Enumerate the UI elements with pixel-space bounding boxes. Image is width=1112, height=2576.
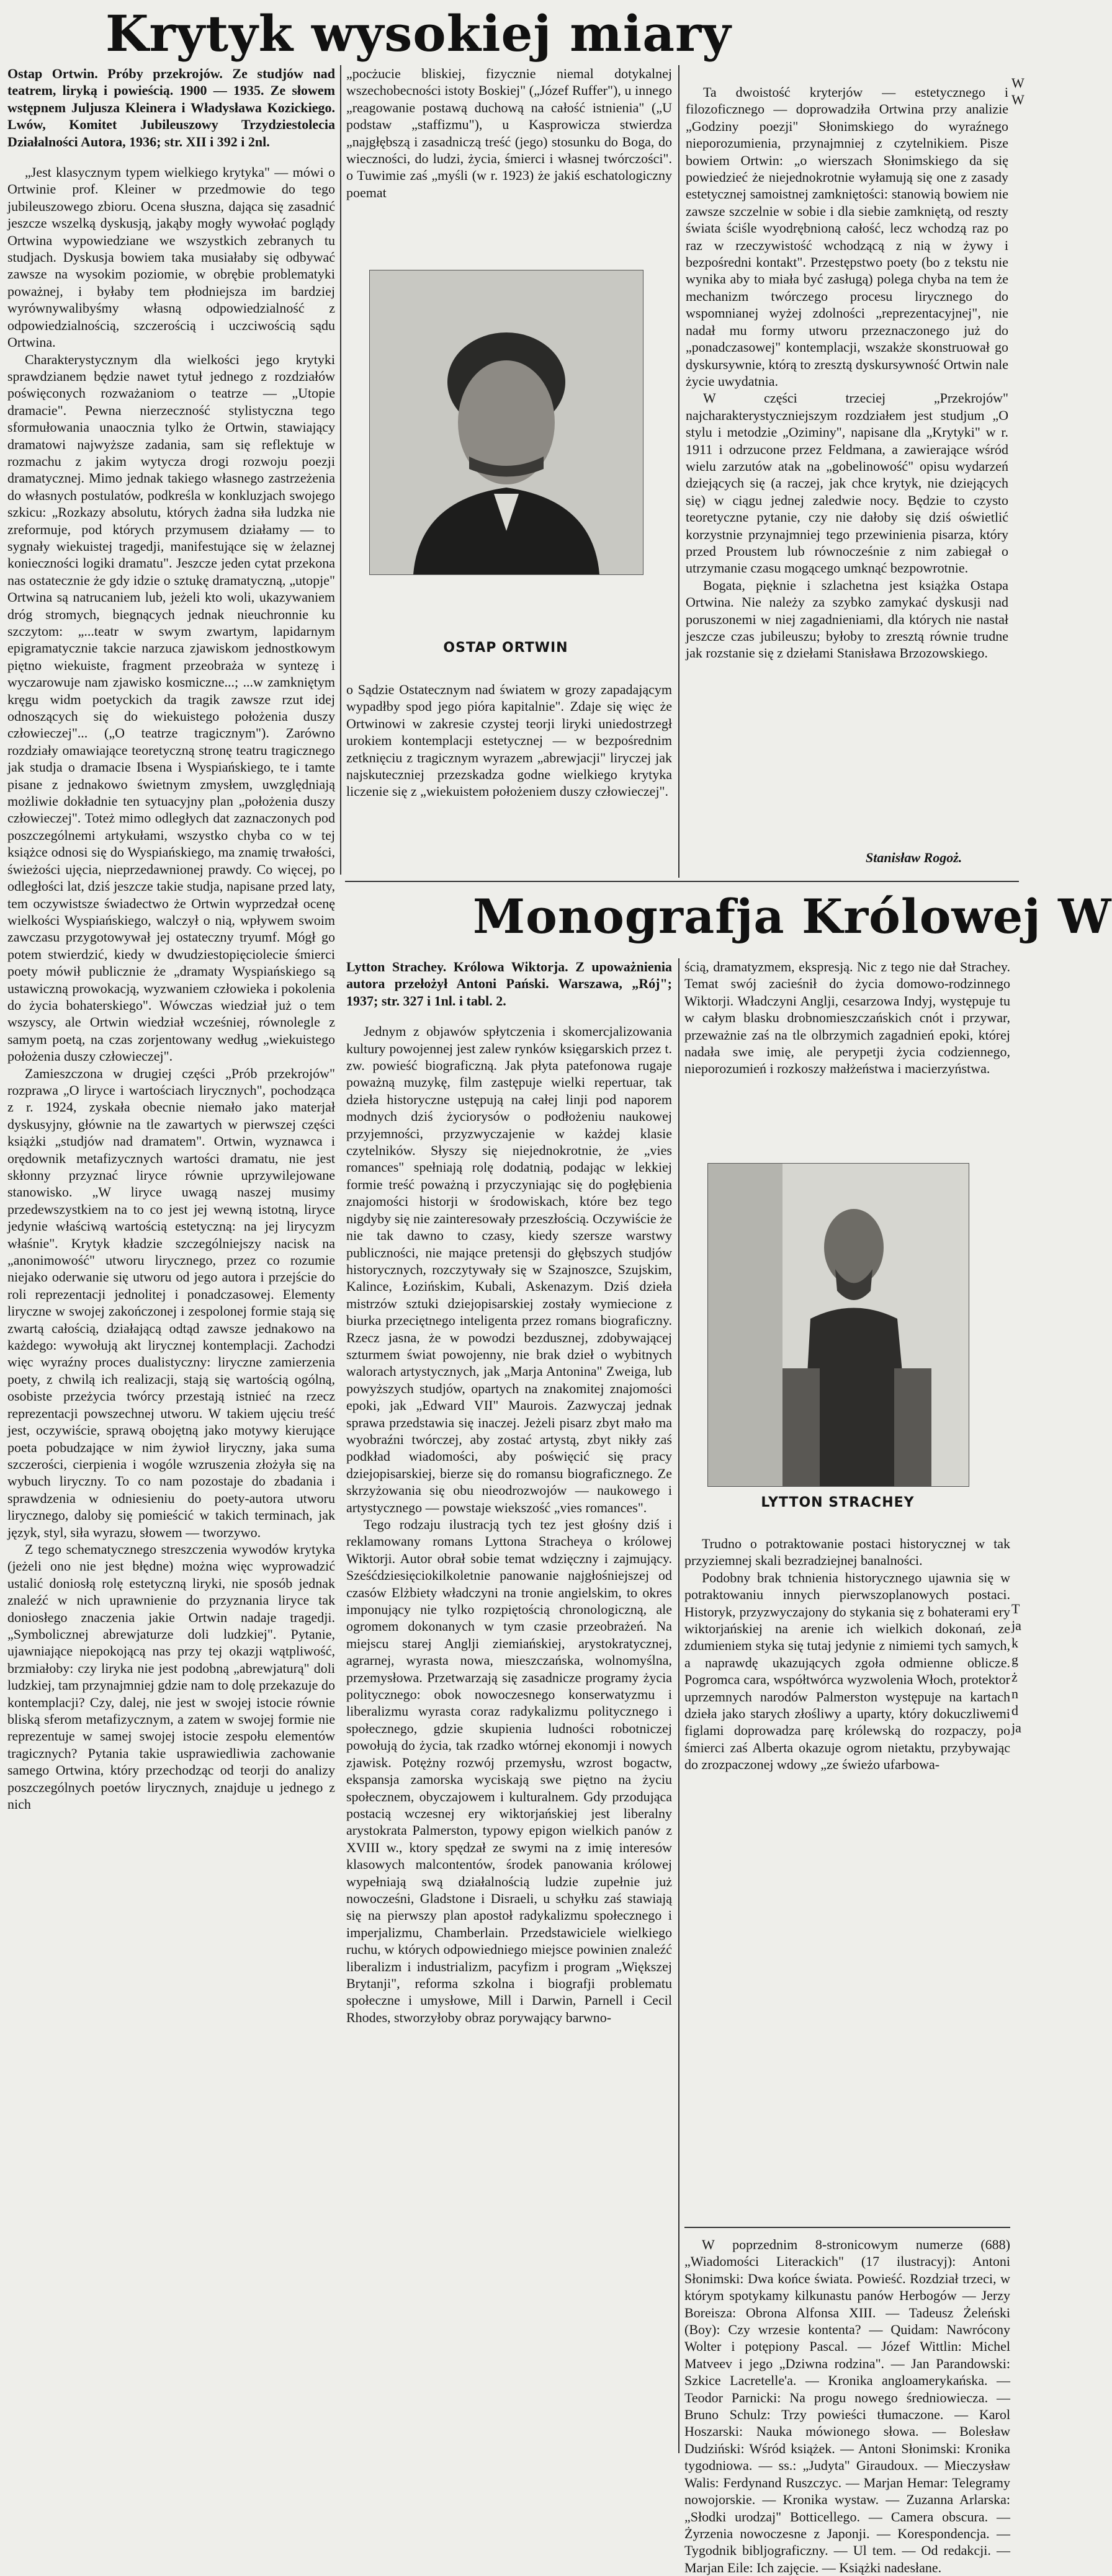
- paragraph: Ta dwoistość kryterjów — estetycznego i filozoficznego — doprowadziła Ortwina przy analizie „Godziny poezji" Słonimskiego do wyraźnego nieporozumienia, przynajmniej z czytelnikiem. Pisze bowiem Ortwin: „o wierszach Słonimskiego da się powiedzieć że niejednokrotnie wyłamują się one z zasady estetycznej samoistnej zamkniętości: stanowią bowiem nie zawsze szczelnie w sobie i dla siebie zamkniętą, od reszty świata ściśle wyodrębnioną całość, lecz wchodzą raz po raz w rzeczywistość wchodzącą z nią w żywy i bezpośredni kontakt". Przestępstwo poety (bo z tekstu nie wynika aby to miała być zasługą) polega chyba na tem że mechanizm twórczego procesu lirycznego do wspomnianej wyżej zdolności „reprezentacyjnej", nie nadał mu formy utworu przeznaczonego już do „ponadczasowej" kontemplacji, wszakże skonstruował go dyskursywnie, którą to zresztą dyskursywność Ortwin nale życie uwydatnia.: [686, 84, 1008, 389]
- right-edge-fragments-mid: [1011, 1600, 1019, 1762]
- edge-fragment: ja: [1011, 1719, 1021, 1736]
- edge-fragment: ja: [1011, 1618, 1021, 1634]
- paragraph: Charakterystycznym dla wielkości jego krytyki sprawdzianem będzie nawet tytuł jednego z rozdziałów poświęconych rozważaniom o teatrze — „Utopie dramacie". Pewna nierzeczność stylistyczna tego sformułowania unaocznia tylko że Ortwin, stawiający dramatowi najwyższe zadania, sam się reflektuje w rozmachu z jakim wytycza drogi rozwoju poezji dramatycznej. Mimo jednak takiego własnego zastrzeżenia do własnych postulatów, podkreśla w konkluzjach swojego szkicu: „Rozkazy absolutu, których żadna siła ludzka nie zreformuje, pod których przymusem działamy — to sygnały wiekuistej tragedji, manifestujące się w żelaznej konieczności logiki dramatu". Jeszcze jeden cytat przekona nas ostatecznie że gdy idzie o sztukę dramatyczną, „utopje" Ortwina są natrucaniem lub, jeżeli kto woli, ukazywaniem dróg stromych, biegnących jednak nieuchronnie ku szczytom: „...teatr w swym zwartym, lapidarnym epigramatycznie takcie narzuca zjawiskom jednostkowym piętno wiekuiste, fragment przeobraża w syntezę i wyczarowuje nam zjawisko kosmiczne...; ...w zamkniętym kręgu widm poetyckich da tragik zawsze rzut idej odnoszących się do wiekuistego położenia duszy człowieczej"... („O teatrze tragicznym"). Zarówno rozdziały omawiające teoretyczną stronę teatru tragicznego jak studja o dramacie Ibsena i Wyspiańskiego, te i tamte pisane z jednakowo świetnym zmysłem, uwzględniają możliwie dokładnie ten sytuacyjny plan „położenia duszy człowieczej". Toteż mimo odległych dat zaznaczonych pod poszczególnemi artykułami, wszystko chyba co w tej książce odnosi się do Wyspiańskiego, ma znamię trwałości, świeżości ujęcia, nieprzedawnionej prawdy. Co więcej, po odległości lat, dziś jeszcze takie studja, napisane przed laty, tem oczywistsze świadectwo że Ortwin wyprzedzał ocenę wielkości Wyspiańskiego, walczył o nią, wpływem swoim zawczasu przygotowywał jej ostateczny tryumf. Mógł go potem stwierdzić, kiedy w dwudziestopięciolecie śmierci poety mówił publicznie że „dramaty Wyspiańskiego są ustawiczną prowokacją, wyzwaniem człowieka i pokolenia do życia bohaterskiego". Wówczas wiedział już o tem wszyscy, ale Ortwin wiedział wcześniej, równolegle z samym poetą, na czas zorjentowany według „wiekuistego położenia duszy człowieczej".: [7, 351, 335, 1064]
- right-edge-fragments-top: [1011, 74, 1025, 118]
- article2-column-1: [346, 958, 672, 2456]
- article1-column-2-top: [346, 65, 672, 259]
- article1-col2-bottom-text: o Sądzie Ostatecznym nad światem w grozy zapadającym wypadłby spod jego pióra kapitalnie". Zdaje się więc że Ortwinowi w zakresie czystej teorji liryki uniedostrzegł urokiem kontemplacji estetycznej — w bezpośrednim zetknięciu z tragicznym wyrazem „abrewjacji" liryczej jak najskuteczniej przezskadza godne wielkiego krytyka liczenie się z „wiekuistem położeniem duszy człowieczej".: [346, 682, 672, 800]
- paragraph: Bogata, pięknie i szlachetna jest książka Ostapa Ortwina. Nie należy za szybko zamykać dyskusji nad poruszonemi w niej zagadnieniami, dla których nie nastał jeszcze czas jubileuszu; byłoby to zresztą równie trudne jak rozstanie się z dziełami Stanisława Brzozowskiego.: [686, 577, 1008, 661]
- section-divider: [345, 881, 1019, 882]
- article2-column-3: [684, 2236, 1010, 2575]
- edge-fragment: W: [1011, 75, 1025, 91]
- bibliographic-note: Ostap Ortwin. Próby przekrojów. Ze studjów nad teatrem, liryką i powieścią. 1900 — 1935. Ze słowem wstępnem Juljusza Kleinera i Władysława Kozickiego. Lwów, Komitet Jubileuszowy Trzydziestolecia Działalności Autora, 1936; str. XII i 392 i 2nl.: [7, 66, 335, 149]
- article2-col2-top-text: ścią, dramatyzmem, ekspresją. Nic z tego nie dał Strachey. Temat swój zacieśnił do życia domowo-rodzinnego Wiktorji. Władczyni Anglji, cesarzowa Indyj, występuje tu w całym blasku drobnomieszczańskich cnót i przywar, przeważnie zaś na tle olbrzymich zagadnień epoki, której nadała swe imię, ale perypetji życia codziennego, nieporozumień i rozkoszy małżeństwa i macierzyństwa.: [684, 959, 1010, 1077]
- article1-photo: [369, 270, 643, 575]
- article1-signature: Stanisław Rogoż.: [866, 850, 962, 865]
- article1-column-1: [7, 65, 335, 2100]
- article2-photo-caption: LYTTON STRACHEY: [761, 1495, 915, 1510]
- edge-fragment: W: [1011, 92, 1025, 108]
- portrait-image: [370, 270, 643, 574]
- article2-headline: Monografja Królowej W: [473, 889, 1112, 944]
- paragraph: Jednym z objawów spłytczenia i skomercjalizowania kultury powojennej jest zalew rynków księgarskich przez t. zw. powieść biograficzną. Jak płyta patefonowa rugaje poważną muzykę, film zastępuje wielki repertuar, tak dzieła historyczne ustępują na całej linji pod naporem modnych dziś życiorysów o podłożeniu naukowej przyjemności, przyzwyczajenie w każdej klasie czytelników. Słyszy się niejednokrotnie, że „vies romances" spełniają rolę dodatnią, podając w lekkiej formie treść poważną i przyczyniając się do pogłębienia znajomości historji w środowiskach, które bez tego nigdyby się nie zainteresowały przeszłością. Oczywiście że nie tak dawno to czasy, kiedy szersze warstwy publiczności, nie mające pretensji do głębszych studjów historycznych, rozczytywały się w Szajnoszce, Szujskim, Kalince, Łozińskim, Kubali, Askenazym. Dziś dzieła mistrzów sztuki dziejopisarskiej zostały wymiecione z biurka przeciętnego inteligenta przez romans biograficzny. Rzecz jasna, że w powodzi bezdusznej, zdobywającej szturmem świat powojenny, nie brak dzieł o wybitnych walorach artystycznych, jak „Marja Antonina" Zweiga, lub powyższych studjów, opartych na znakomitej znajomości epoki, jak „Edward VII" Maurois. Zazwyczaj jednak sprawa przedstawia się inaczej. Jeżeli pisarz zbyt mało ma wyobraźni twórczej, aby zostać artystą, zbyt nikły zaś podkład wiadomości, aby poświęcić się pracy dziejopisarskiej, bierze się do romansu biograficznego. Ze skrzyżowania się obu nieodrozwojów — naukowego i artystycznego — powstaje wiekszość „vies romances".: [346, 1023, 672, 1515]
- portrait-image: [708, 1164, 969, 1486]
- paragraph: Zamieszczona w drugiej części „Prób przekrojów" rozprawa „O liryce i wartościach lirycznych", pochodząca z r. 1924, zyskała obecnie niemało jako materjał dyskusyjny, głównie na tle zawartych w pierwszej części książki „studjów nad dramatem". Ortwin, wyznawca i orędownik metafizycznych wartości dramatu, nie jest skłonny przyznać liryce równie uprzywilejowane stanowisko. „W liryce uwagą naszej musimy przedewszystkiem na to co jest jej wewną istotną, liryce jedynie właściwą wartością estetyczną: na jej lirycyzm właśnie". Krytyk kładzie szczególniejszy nacisk na „anonimowość" utworu lirycznego, przez co rozumie niejako oderwanie się utworu od jego autora i przejście do roli reprezentacji jednolitej i ponadczasowej. Elementy liryczne w swojej zakończonej i zespolonej formie stają się zwartą całością, działającą odtąd zawsze jednakowo na każdego: wywołują akt lirycznej kontemplacji. Zachodzi więc wyraźny proces dualistyczny: liryczne zamierzenia poety, z chwilą ich realizacji, stają się wartością ogólną, osobiste przeżycia twórcy przestają istnieć na rzecz reprezentacji powszechnej utworu. W takiem ujęciu treść jest, oczywiście, sprawą obojętną jako motywy kierujące poeta pobudzające w nim żywioł liryczny, jaka suma szczerości, cierpienia i wogóle wzruszenia złożyła się na wybuch liryczny. To co nam pozostaje do zbadania i sprawdzenia w odniesieniu do poety-autora utworu lirycznego, daloby się pomieścić w takich terminach, jak język, styl, siła wyrazu, słowem — tworzywo.: [7, 1065, 335, 1540]
- edge-fragment: d: [1011, 1703, 1018, 1719]
- paragraph: Tego rodzaju ilustracją tych tez jest głośny dziś i reklamowany romans Lyttona Stracheya o królowej Wiktorji. Autor obrał sobie temat wdzięczny i zajmujący. Sześćdziesięciokilkoletnie panowanie najgłośniejszej od czasów Elżbiety władczyni na tronie angielskim, to okres imponujący nie tylko rozpiętością chronologiczną, ale ogromem dokonanych w tym czasie przeobrażeń. Na miejscu starej Anglji ziemiańskiej, arystokratycznej, agrarnej, wyrasta nowa, mieszczańska, wolnomyślna, przemysłowa. Przetwarzają się zasadnicze programy życia politycznego: obok nowoczesnego konserwatyzmu i liberalizmu wyrasta coraz radykalizmu politycznego i społecznego, gdzie skupienia ludności robotniczej powołują do życia, tak rzadko wtórnej ekonomji i nowych zjawisk. Potężny rozwój przemysłu, wzrost bogactw, ekspansja zamorska wyciskają swe piętno na życiu społecznem, obyczajowem i kulturalnem. Gdy przodująca postacią wczesnej ery wiktorjańskiej jest liberalny arystokrata Palmerston, typowy epigon wielkich panów z XVIII w., ktory spędzał ze swymi na z imię interesów klasowych malcontentów, środek panowania królowej wypełniają swą działalnością ludzie zupełnie już nowocześni, Gladstone i Disraeli, u schyłku zaś stawiają się na pierwszy plan apostoł radykalizmu społecznego i imperjalizmu, Chamberlain. Przedstawiciele wielkiego ruchu, w których odpowiedniego miejsce powinien znaleźć liberalizm i industrializm, pacyfizm i program „Większej Brytanji", reforma szkolna i biografji problematu społeczne i umysłowe, Mill i Darwin, Parnell i Cecil Rhodes, stworzyłoby obraz porywający barwno-: [346, 1517, 672, 2025]
- edge-fragment: g: [1011, 1652, 1018, 1668]
- column-divider: [678, 958, 679, 2453]
- section-divider: [684, 2227, 1010, 2228]
- article1-headline: Krytyk wysokiej miary: [105, 4, 732, 63]
- column-divider: [340, 65, 341, 875]
- article1-column-2-bottom: [346, 681, 672, 873]
- bibliographic-note: Lytton Strachey. Królowa Wiktorja. Z upoważnienia autora przełożył Antoni Pański. Warszawa, „Rój"; 1937; str. 327 i 1nl. i tabl. 2.: [346, 959, 672, 1009]
- article2-column-2-top: [684, 958, 1010, 1113]
- paragraph: Trudno o potraktowanie postaci historycznej w tak przyziemnej skali bezradziejnej banalności.: [684, 1536, 1010, 1569]
- article2-column-2-bottom: [684, 1535, 1010, 2217]
- edge-fragment: k: [1011, 1634, 1018, 1651]
- edge-fragment: n: [1011, 1686, 1018, 1702]
- paragraph: Podobny brak tchnienia historycznego ujawnia się w potraktowaniu innych pierwszoplanowych postaci. Historyk, przyzwyczajony do stykania się z bohaterami ery wiktorjańskiej na arenie ich wielkich dokonań, ze zdumieniem styka się tutaj jedynie z nimiemi tych samych, a naprawdę ukazujących zgoła odmienne oblicze. Pogromca cara, współtwórca wyzwolenia Włoch, protektor uprzemnych narodów Palmerston występuje na kartach dzieła jako starych złośliwy a uparty, który dokuczliwemi figlami doprowadza parę królewską do rozpaczy, po śmierci zaś Alberta okazuje ogrom nietaktu, przybywając do zrozpaczonej wdowy „ze świeżo ufarbowa-: [684, 1569, 1010, 1773]
- paragraph: W części trzeciej „Przekrojów" najcharakterystyczniejszym rozdziałem jest studjum „O stylu i metodzie „Oziminy", napisane dla „Krytyki" w r. 1911 i odrzucone przez Feldmana, a zawierające wśród wielu zarzutów atak na „gobelinowość" opisu wydarzeń dziejących się (a raczej, jak chce krytyk, nie dziejących się) w ciągu jednej zaledwie nocy. Będzie to czysto teoretyczne pytanie, czy nie dałoby się dziś oświetlić korzystnie przynajmniej tego przewinienia pisarza, który przed Proustem lub równocześnie z nim zabiegał o utrzymanie czasu mogącego umknąć bezpowrotnie.: [686, 390, 1008, 576]
- edge-fragment: T: [1011, 1601, 1020, 1616]
- paragraph: „Jest klasycznym typem wielkiego krytyka" — mówi o Ortwinie prof. Kleiner w przedmowie do tego jubileuszowego zbioru. Ocena słuszna, dająca się zasadnić jeszcze wszelką dyskusją, jakąby mogły wywołać poglądy Ortwina wypowiedziane we wszystkich zebranych tu studjach. Dyskusja bowiem taka musiałaby się odbywać zawsze na wysokim poziomie, w obrębie problematyki poważnej, i byłaby tem płodniejsza im bardziej wyrównywalibyśmy własną odpowiedzialność z odpowiedzialnością, szczerością i uczciwością sądu Ortwina.: [7, 164, 335, 350]
- paragraph: Z tego schematycznego streszczenia wywodów krytyka (jeżeli ono nie jest błędne) można więc wyprowadzić ustalić doniosłą rolę estetyczną liryki, nie sposób jednak znaleźć w nich uprawnienie do przyznania liryce tak doniosłego znaczenia jakie Ortwin nadaje tragedji. „Symbolicznej abrewjaturze doli ludzkiej". Pytanie, ujawniające niepokojącą nas przy tej okazji wątpliwość, brzmiałoby: czy liryka nie jest podobną „abrewjaturą" doli ludzkiej, tam przynajmniej gdzie nam to dolę przekazuje do kontemplacji? Czy, dalej, nie jest w swojej istocie równie bliską sferom metafizycznym, a zatem w swojej formie nie reprezentuje w samej swojej istocie zespołu elementów tragicznych? Pytania takie usprawiedliwia zachowanie samego Ortwina, który przechodząc od teorji do analizy poszczególnych poetów lirycznych, znajduje u jednego z nich: [7, 1541, 335, 1812]
- article1-col2-top-text: „pocżucie bliskiej, fizycznie niemal dotykalnej wszechobecności istoty Boskiej" („Józef Ruffer"), u innego „reagowanie postawą duchową na całość istnienia" („U podstaw „staffizmu"), u Kasprowicza stwierdza „najgłębszą i zasadniczą treść (jego) stosunku do Boga, do wieczności, do ludzi, życia, śmierci i własnej twórczości". o Tuwimie zaś „myśli (w r. 1923) że jakiś eschatologiczny poemat: [346, 66, 672, 200]
- article1-column-3: [686, 84, 1008, 844]
- article2-photo: [707, 1163, 969, 1487]
- edge-fragment: ż: [1011, 1669, 1018, 1685]
- paragraph: W poprzednim 8-stronicowym numerze (688) „Wiadomości Literackich" (17 ilustracyj): Antoni Słonimski: Dwa końce świata. Powieść. Rozdział trzeci, w którym spotykamy kilkunastu panów Herbogów — Jerzy Boreisza: Obrona Alfonsa XIII. — Tadeusz Żeleński (Boy): Czy wrzesie kontenta? — Quidam: Nawrócony Wolter i potępiony Pascal. — Józef Wittlin: Michel Matveev i jego „Dziwna rodzina". — Jan Parandowski: Szkice Lacretelle'a. — Kronika angloamerykańska. — Teodor Parnicki: Na progu nowego średniowiecza. — Bruno Schulz: Trzy powieści tłumaczone. — Karol Hoszarski: Nauka mówionego słowa. — Bolesław Dudziński: Wśród książek. — Antoni Słonimski: Kronika tygodniowa. — ss.: „Judyta" Giraudoux. — Mieczysław Walis: Ferdynand Ruszczyc. — Marjan Hemar: Telegramy nowojorskie. — Kronika wystaw. — Zuzanna Arlarska: „Słodki urodzaj" Botticellego. — Camera obscura. — Żyrzenia nowoczesne z Japonji. — Korespondencja. — Tygodnik bibljograficzny. — Ul tem. — Od redakcji. — Marjan Eile: Ich zajęcie. — Książki nadesłane.: [684, 2237, 1010, 2575]
- column-divider: [678, 65, 679, 878]
- article1-photo-caption: OSTAP ORTWIN: [443, 640, 568, 656]
